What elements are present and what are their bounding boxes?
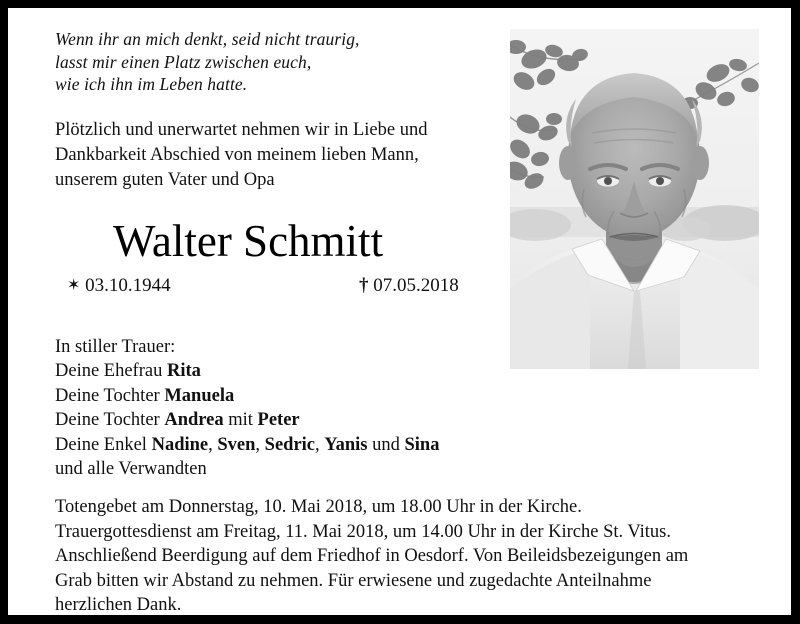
intro-line-2: Dankbarkeit Abschied von meinem lieben Mann, xyxy=(55,144,419,165)
details-line-1: Totengebet am Donnerstag, 10. Mai 2018, um 18.00 Uhr in der Kirche. xyxy=(55,497,582,517)
grandchild-name-5: Sina xyxy=(404,434,440,455)
daughter2-conjunction: mit xyxy=(223,410,258,430)
grandchild-separator-4: und xyxy=(367,434,405,455)
intro-line-1: Plötzlich und unerwartet nehmen wir in Liebe und xyxy=(55,119,428,140)
life-dates xyxy=(67,275,505,301)
intro-line-3: unserem guten Vater und Opa xyxy=(55,169,275,190)
details-line-2: Trauergottesdienst am Freitag, 11. Mai 2018, um 14.00 Uhr in der Kirche St. Vitus. xyxy=(55,521,672,542)
grandchild-separator-1: , xyxy=(208,434,218,455)
text-column xyxy=(55,28,505,482)
death-date: 07.05.2018 xyxy=(373,274,459,296)
mourner-grandchildren xyxy=(55,433,505,458)
mourners-closing: und alle Verwandten xyxy=(55,459,207,479)
daughter1-name: Manuela xyxy=(164,385,235,406)
wife-label: Deine Ehefrau xyxy=(55,361,167,381)
daughter2-name: Andrea xyxy=(164,410,224,430)
grandchildren-label: Deine Enkel xyxy=(55,434,152,455)
grandchild-name-1: Nadine xyxy=(151,434,209,455)
mourners-list xyxy=(55,335,505,482)
grandchild-separator-2: , xyxy=(255,434,265,455)
grandchild-separator-3: , xyxy=(315,434,325,455)
death-cross-icon: † xyxy=(359,274,369,296)
grandchild-name-2: Sven xyxy=(217,434,256,455)
birth-date-group xyxy=(67,275,171,297)
wife-name: Rita xyxy=(166,361,201,381)
mourners-heading: In stiller Trauer: xyxy=(55,336,176,357)
death-date-group xyxy=(359,275,459,297)
mourner-daughter-2 xyxy=(55,408,505,433)
birth-date: 03.10.1944 xyxy=(85,274,171,296)
details-line-5: herzlichen Dank. xyxy=(55,595,182,615)
obituary-notice xyxy=(8,8,791,615)
daughter1-label: Deine Tochter xyxy=(55,385,165,406)
daughter2-label: Deine Tochter xyxy=(55,410,165,430)
verse-line-1: Wenn ihr an mich denkt, seid nicht traurig, xyxy=(55,29,360,49)
verse-line-2: lasst mir einen Platz zwischen euch, xyxy=(55,51,312,72)
announcement-paragraph xyxy=(55,118,505,193)
details-line-4: Grab bitten wir Abstand zu nehmen. Für erwiesene und zugedachte Anteilnahme xyxy=(55,570,652,591)
mourner-daughter-1 xyxy=(55,384,505,409)
birth-star-icon: ✶ xyxy=(67,276,81,294)
grandchild-name-3: Sedric xyxy=(264,434,316,455)
portrait-photo-graphic xyxy=(510,29,759,369)
daughter2-partner-name: Peter xyxy=(257,410,300,430)
details-line-3: Anschließend Beerdigung auf dem Friedhof in Oesdorf. Von Beileidsbezeigungen am xyxy=(55,546,689,566)
service-details xyxy=(55,495,767,615)
portrait-photo xyxy=(510,29,759,369)
verse-line-3: wie ich ihn im Leben hatte. xyxy=(55,74,248,94)
deceased-name: Walter Schmitt xyxy=(113,215,384,266)
memorial-verse xyxy=(55,28,505,96)
mourner-wife xyxy=(55,359,505,384)
grandchild-name-4: Yanis xyxy=(324,434,368,455)
